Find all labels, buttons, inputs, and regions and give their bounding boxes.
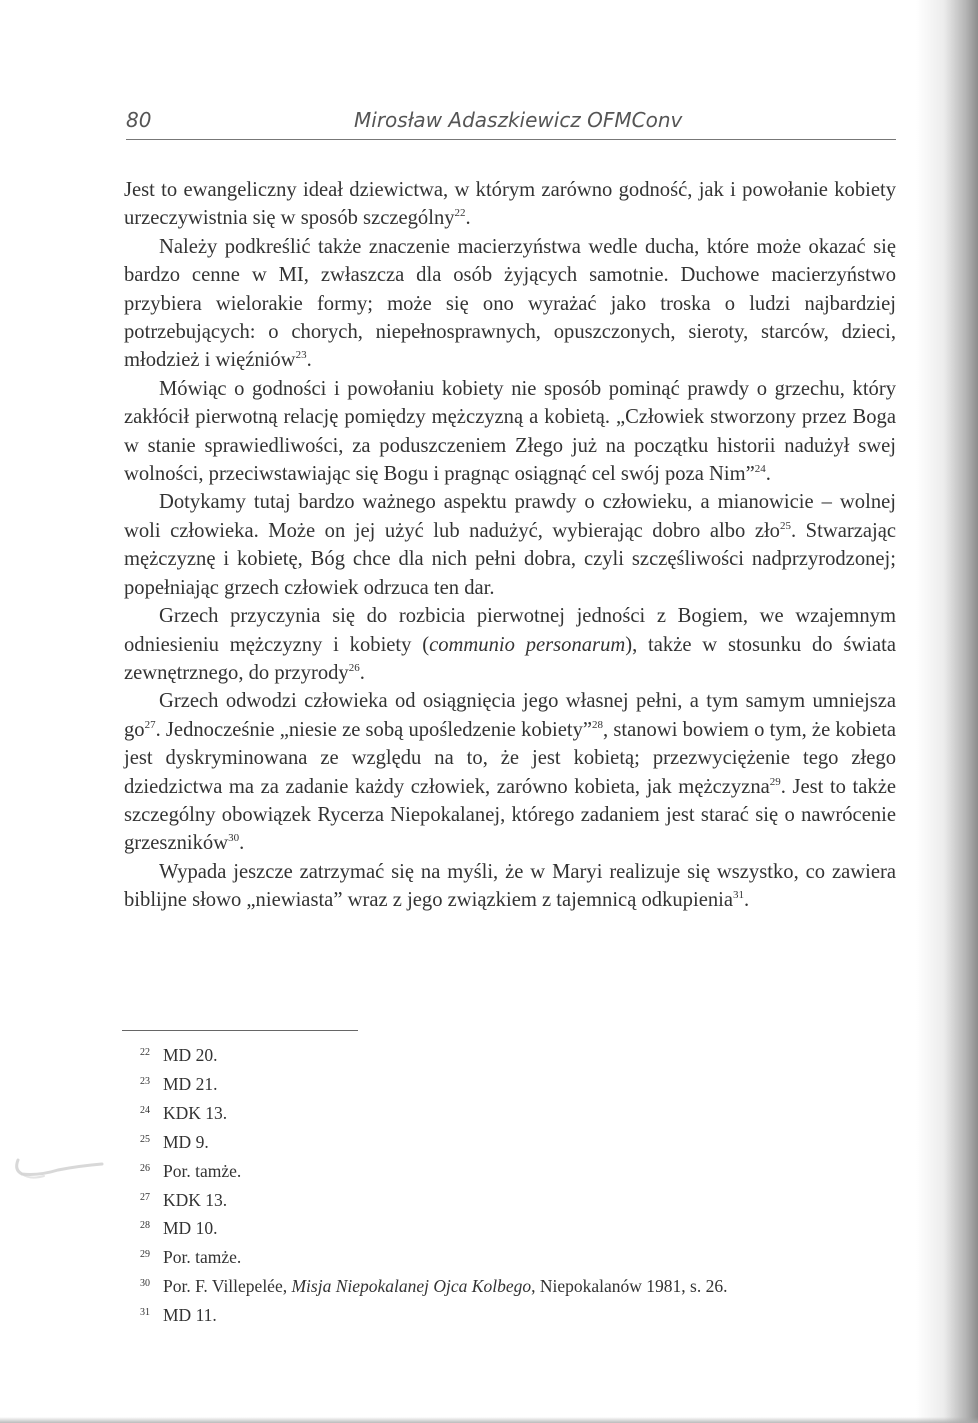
footnote-ref: 31 — [733, 889, 744, 902]
paragraph — [124, 375, 896, 489]
text-segment: . — [306, 349, 312, 372]
text-segment: . — [239, 832, 245, 855]
text-segment: Dotykamy tutaj bardzo ważnego aspektu prawdy o człowieku, a mianowicie – wolnej woli człowieka. Może on jej użyć lub nadużyć, wybierając dobro albo zło — [124, 491, 896, 542]
footnote-ref: 25 — [779, 520, 791, 533]
footnote-ref: 28 — [592, 718, 604, 731]
text-segment: Grzech przyczynia się do rozbicia pierwotnej jedności z Bogiem, we wzajemnym odniesieniu mężczyzny i kobiety ( — [124, 605, 896, 656]
footnote — [140, 1185, 880, 1214]
footnote-number: 26 — [140, 1162, 150, 1174]
paragraph — [124, 233, 896, 375]
text-segment: Por. tamże. — [163, 1247, 242, 1268]
paragraph — [124, 176, 896, 233]
page-bottom-edge — [0, 1417, 978, 1423]
footnote-ref: 24 — [754, 463, 766, 476]
body-text — [124, 176, 896, 915]
italic-text: Misja Niepokalanej Ojca Kolbego — [291, 1276, 532, 1297]
running-head — [126, 106, 896, 138]
footnote-number: 27 — [140, 1191, 150, 1203]
footnote-number: 23 — [140, 1075, 150, 1087]
footnote — [140, 1156, 880, 1185]
text-segment: , Niepokalanów 1981, s. 26. — [531, 1276, 728, 1297]
text-segment: KDK 13. — [163, 1189, 228, 1210]
text-segment: Grzech odwodzi człowieka od osiągnięcia jego własnej pełni, a tym samym umniejsza go — [124, 690, 896, 741]
footnote — [140, 1271, 880, 1300]
text-segment: Jest to ewangeliczny ideał dziewictwa, w którym zarówno godność, jak i powołanie kobiety urzeczywistnia się w sposób szczególny — [124, 179, 896, 230]
footnote-number: 28 — [140, 1220, 150, 1232]
footnote-ref: 27 — [144, 718, 156, 731]
text-segment: . — [359, 661, 365, 684]
text-segment: MD 10. — [163, 1218, 218, 1239]
footnote-number: 22 — [140, 1047, 150, 1058]
footnote — [140, 1040, 880, 1069]
footnote — [140, 1300, 880, 1329]
footnote-number: 30 — [140, 1278, 150, 1290]
text-segment: MD 21. — [163, 1073, 218, 1094]
italic-text: communio personarum — [429, 633, 626, 656]
footnote — [140, 1127, 880, 1156]
footnote-ref: 29 — [769, 775, 781, 788]
text-segment: . Jednocześnie „niesie ze sobą upośledzenie kobiety” — [155, 718, 593, 741]
running-head-author: Mirosław Adaszkiewicz OFMConv — [354, 108, 683, 132]
footnote — [140, 1242, 880, 1271]
footnote-ref: 30 — [228, 832, 240, 845]
footnote-separator — [122, 1030, 358, 1031]
page-number: 80 — [126, 108, 152, 132]
footnote-number: 25 — [140, 1133, 150, 1145]
footnote-ref: 23 — [295, 349, 307, 362]
header-rule — [126, 139, 896, 140]
text-segment: MD 9. — [163, 1131, 209, 1152]
text-segment: ), także w stosunku do świata zewnętrznego, do przyrody — [124, 633, 896, 684]
text-segment: . Stwarzając mężczyznę i kobietę, Bóg chce dla nich pełni dobra, czyli szczęśliwości nadprzyrodzonej; popełniając grzech człowiek odrzuca ten dar. — [124, 519, 896, 599]
footnote-ref: 22 — [454, 207, 466, 220]
footnote-number: 31 — [140, 1307, 150, 1319]
text-segment: . — [744, 889, 750, 912]
text-segment: Por. F. Villepelée, — [163, 1276, 292, 1297]
paragraph — [124, 858, 896, 915]
text-segment: MD 11. — [163, 1305, 217, 1326]
text-segment: Mówiąc o godności i powołaniu kobiety nie sposób pominąć prawdy o grzechu, który zakłócił pierwotną relację pomiędzy mężczyzną a kobietą. „Człowiek stworzony przez Boga w stanie sprawiedliwości, za poduszczeniem Złego już na początku historii nadużył swej wolności, przeciwstawiając się Bogu i pragnąc osiągnąć cel swój poza Nim” — [124, 377, 896, 486]
paragraph — [124, 602, 896, 687]
text-segment: . Jest to także szczególny obowiązek Rycerza Niepokalanej, którego zadaniem jest starać się o nawrócenie grzeszników — [124, 775, 896, 855]
text-segment: KDK 13. — [163, 1102, 228, 1123]
footnote — [140, 1213, 880, 1242]
footnotes-list — [140, 1040, 880, 1329]
text-segment: MD 20. — [163, 1045, 218, 1065]
footnote-number: 24 — [140, 1104, 150, 1116]
text-segment: . — [465, 207, 471, 230]
text-segment: Należy podkreślić także znaczenie macierzyństwa wedle ducha, które może okazać się bardzo cenne w MI, zwłaszcza dla osób żyjących samotnie. Duchowe macierzyństwo przybiera wielorakie formy; może się ono wyrażać jako troska o ludzi najbardziej potrzebujących: o chorych, niepełnosprawnych, opuszczonych, sieroty, starców, dzieci, młodzież i więźniów — [124, 235, 896, 372]
scan-smudge-mark — [8, 1150, 108, 1186]
footnote — [140, 1069, 880, 1098]
text-segment: , stanowi bowiem o tym, że kobieta jest dyskryminowana ze względu na to, że jest kobietą; przezwyciężenie tego złego dziedzictwa ma za zadanie każdy człowiek, zarówno kobieta, jak mężczyzna — [124, 718, 896, 798]
paragraph — [124, 488, 896, 602]
text-segment: . — [765, 463, 771, 486]
footnote — [140, 1098, 880, 1127]
footnote-ref: 26 — [348, 662, 360, 675]
text-segment: Wypada jeszcze zatrzymać się na myśli, że w Maryi realizuje się wszystko, co zawiera biblijne słowo „niewiasta” wraz z jego związkiem z tajemnicą odkupienia — [124, 860, 896, 912]
page-edge-shadow — [916, 0, 978, 1423]
text-segment: Por. tamże. — [163, 1160, 242, 1181]
footnote-number: 29 — [140, 1249, 150, 1261]
paragraph — [124, 687, 896, 857]
